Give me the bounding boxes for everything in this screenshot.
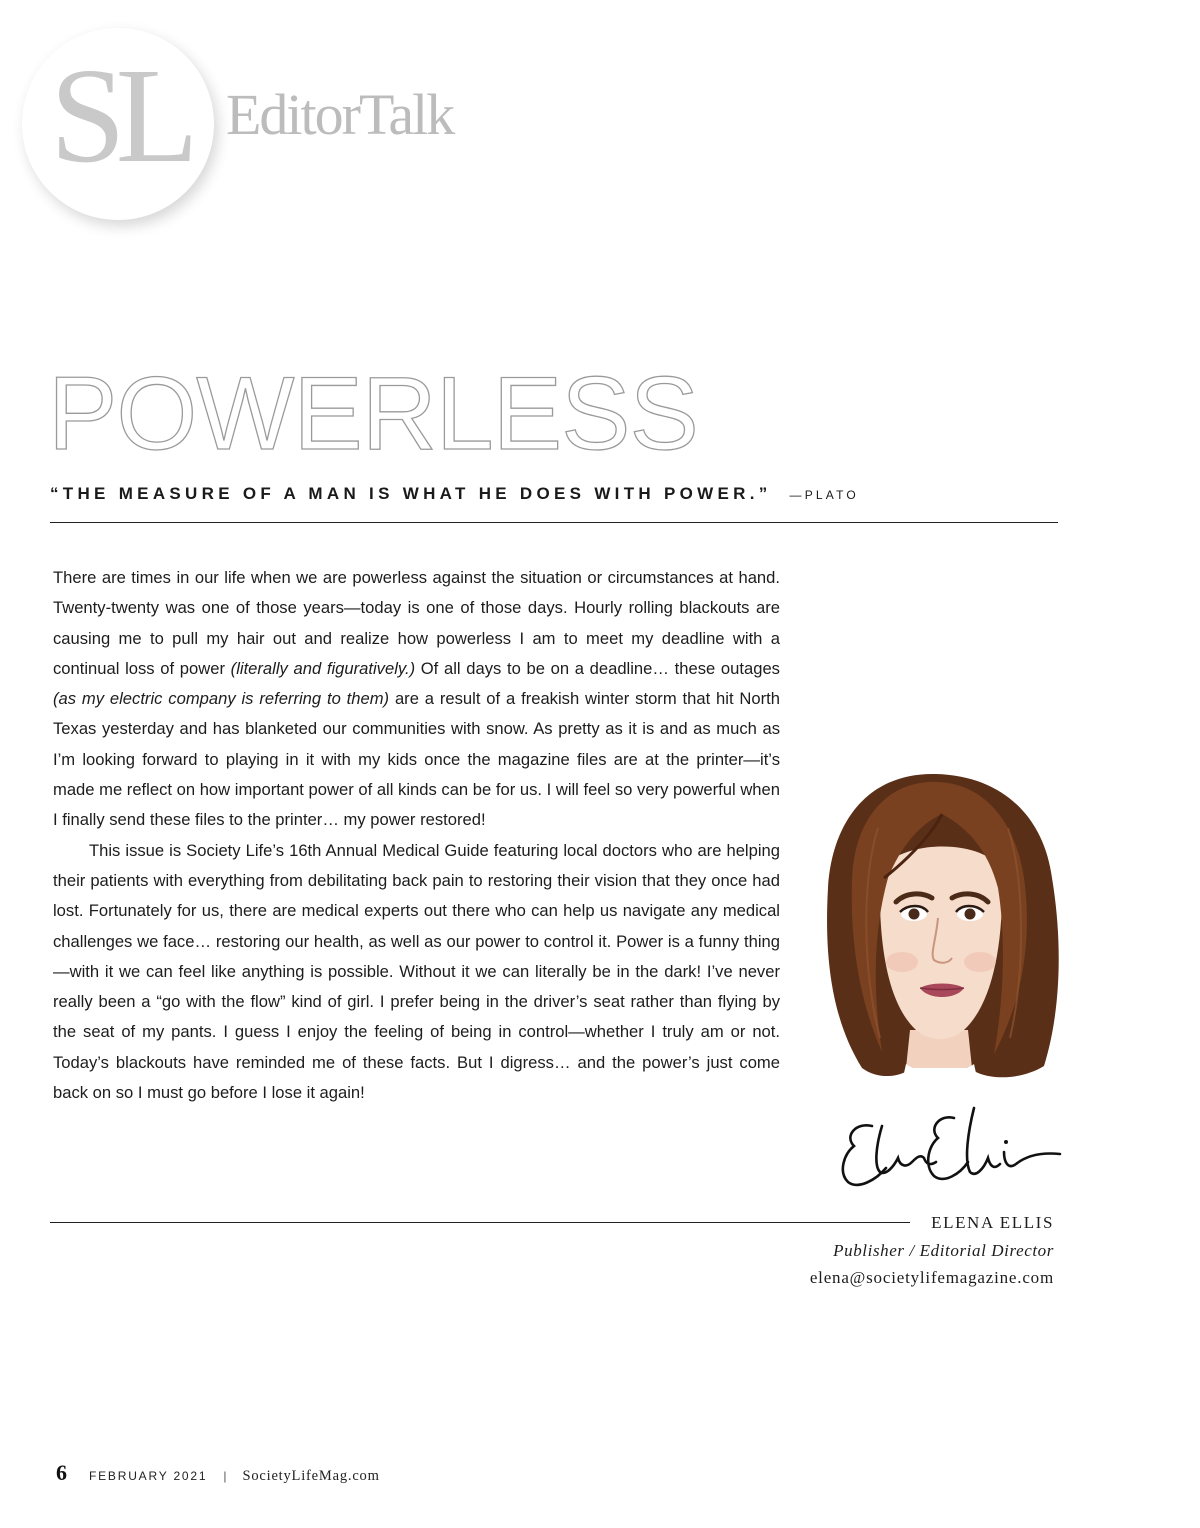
- page-number: 6: [56, 1460, 67, 1485]
- author-name: ELENA ELLIS: [931, 1213, 1054, 1232]
- issue-date: FEBRUARY 2021: [89, 1469, 208, 1483]
- article-body: [53, 563, 780, 1108]
- paragraph-1-part-b: Of all days to be on a deadline… these outages: [415, 658, 780, 678]
- pull-quote: [50, 484, 1060, 504]
- author-email-link[interactable]: elena@societylifemagazine.com: [809, 1268, 1054, 1287]
- paragraph-1-italic-b: (as my electric company is referring to them): [53, 689, 390, 709]
- section-title: EditorTalk: [226, 82, 454, 147]
- paragraph-2: This issue is Society Life’s 16th Annual Medical Guide featuring local doctors who are helping their patients with everything from debilitating back pain to restoring their vision that they once had lost. Fortunately for us, there are medical experts out there who can help us navigate any medical challenges we face… restoring our health, as well as our power to control it. Power is a funny thing—with it we can feel like anything is possible. Without it we can literally be in the dark! I’ve never really been a “go with the flow” kind of girl. I prefer being in the driver’s seat rather than flying by the seat of my pants. I guess I enjoy the feeling of being in control—whether I truly am or not. Today’s blackouts have reminded me of these facts. But I digress… and the power’s just come back on so I must go before I lose it again!: [53, 840, 780, 1103]
- divider-top: [50, 522, 1058, 523]
- paragraph-1-italic-a: (literally and figuratively.): [230, 658, 416, 678]
- editor-portrait-illustration: [818, 768, 1060, 1082]
- quote-author: —PLATO: [789, 488, 859, 502]
- quote-text: “THE MEASURE OF A MAN IS WHAT HE DOES WITH POWER.”: [50, 484, 772, 503]
- author-role: Publisher / Editorial Director: [833, 1241, 1054, 1260]
- website-link[interactable]: SocietyLifeMag.com: [242, 1468, 380, 1484]
- footer-separator: |: [223, 1469, 227, 1483]
- paragraph-1-part-a: There are times in our life when we are powerless against the situation or circumstances at hand. Twenty-twenty was one of those years—today is one of those days. Hourly rolling blackouts are causing me to pull my hair out and realize how powerless I am to meet my deadline with a continual loss of power: [53, 568, 780, 678]
- logo-monogram: SL: [50, 41, 189, 191]
- page-footer: [56, 1460, 380, 1486]
- paragraph-1-part-c: are a result of a freakish winter storm that hit North Texas yesterday and has blanketed our communities with snow. As pretty as it is and as much as I’m looking forward to playing in it with my kids once the magazine files are at the printer—it’s made me reflect on how important power of all kinds can be for us. I will feel so very powerful when I finally send these files to the printer… my power restored!: [53, 689, 780, 830]
- headline-text: POWERLESS: [48, 356, 698, 472]
- paragraph-1: [53, 563, 780, 836]
- divider-bottom: [50, 1222, 910, 1223]
- page-title: [48, 356, 698, 472]
- handwritten-signature: [836, 1096, 1066, 1200]
